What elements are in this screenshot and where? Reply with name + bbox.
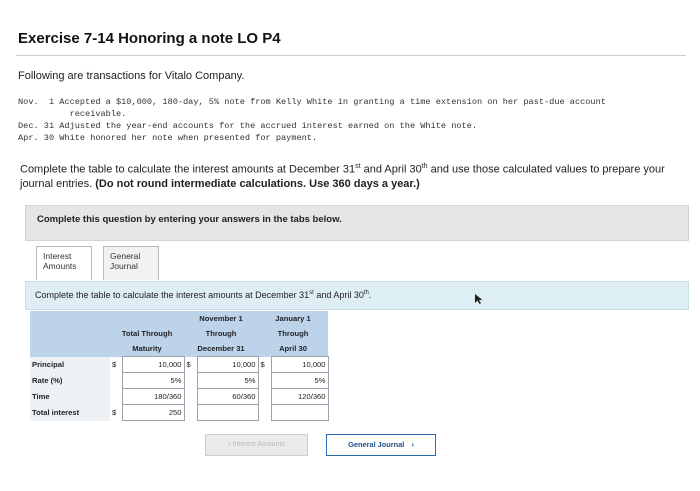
- dollar-sign: [110, 389, 123, 405]
- instructions: Complete the table to calculate the interest amounts at December 31st and April 30th and use those calculated values to prepare your journal entries. (Do not round intermediate calculations. Use 360 days a year.): [20, 163, 665, 190]
- prev-tab-button[interactable]: [205, 434, 308, 456]
- table-corner: [30, 311, 110, 357]
- chevron-left-icon: ‹: [228, 441, 233, 448]
- tab-interest-amounts[interactable]: [36, 246, 92, 280]
- next-tab-label: General Journal: [348, 440, 405, 449]
- col-total-l3: Maturity: [132, 344, 162, 353]
- intro-text: Following are transactions for Vitalo Company.: [18, 70, 245, 82]
- dollar-sign: [184, 373, 197, 389]
- row-label: Time: [30, 389, 110, 405]
- total-interest-total-input[interactable]: 250: [123, 405, 184, 421]
- complete-question-text: Complete this question by entering your answers in the tabs below.: [37, 214, 342, 225]
- col-header-jan-apr: [258, 311, 328, 357]
- prev-tab-label: Interest Amounts: [232, 441, 285, 448]
- time-nov-dec-input[interactable]: 60/360: [197, 389, 258, 405]
- col-total-l2: Total Through: [121, 329, 173, 338]
- dollar-sign: [184, 405, 197, 421]
- transaction-apr30: Apr. 30 White honored her note when presented for payment.: [18, 133, 318, 143]
- time-jan-apr-input[interactable]: 120/360: [271, 389, 328, 405]
- transaction-dec31: Dec. 31 Adjusted the year-end accounts for the accrued interest earned on the White note.: [18, 121, 477, 131]
- col-novdec-l3: December 31: [197, 344, 245, 353]
- next-tab-button[interactable]: [326, 434, 436, 456]
- page-title: Exercise 7-14 Honoring a note LO P4: [18, 30, 281, 47]
- mouse-cursor-icon: [474, 292, 484, 304]
- dollar-sign: [258, 405, 271, 421]
- tab-general-journal[interactable]: [103, 246, 159, 280]
- dollar-sign: $: [110, 357, 123, 373]
- table-row: [30, 373, 328, 389]
- instruction-bar-text: Complete the table to calculate the interest amounts at December 31st and April 30th.: [35, 290, 372, 300]
- total-interest-nov-dec-input[interactable]: [197, 405, 258, 421]
- principal-jan-apr-input[interactable]: 10,000: [271, 357, 328, 373]
- tab-journal-line2: Journal: [110, 261, 138, 271]
- transaction-nov1: Nov. 1 Accepted a $10,000, 180-day, 5% note from Kelly White in granting a time extension on her past-due account: [18, 97, 606, 107]
- title-divider: [16, 55, 686, 56]
- rate-total-input[interactable]: 5%: [123, 373, 184, 389]
- chevron-right-icon: ›: [411, 440, 414, 449]
- table-row: [30, 357, 328, 373]
- dollar-sign: $: [184, 357, 197, 373]
- row-label: Principal: [30, 357, 110, 373]
- tab-interest-line2: Amounts: [43, 261, 77, 271]
- dollar-sign: $: [110, 405, 123, 421]
- col-janapr-l3: April 30: [279, 344, 307, 353]
- total-interest-jan-apr-input[interactable]: [271, 405, 328, 421]
- table-row: [30, 405, 328, 421]
- col-janapr-l1: January 1: [275, 314, 311, 323]
- row-label: Rate (%): [30, 373, 110, 389]
- dollar-sign: [184, 389, 197, 405]
- principal-nov-dec-input[interactable]: 10,000: [197, 357, 258, 373]
- dollar-sign: [258, 373, 271, 389]
- rate-jan-apr-input[interactable]: 5%: [271, 373, 328, 389]
- table-row: [30, 389, 328, 405]
- col-header-nov-dec: [184, 311, 258, 357]
- time-total-input[interactable]: 180/360: [123, 389, 184, 405]
- rate-nov-dec-input[interactable]: 5%: [197, 373, 258, 389]
- tab-journal-line1: General: [110, 251, 141, 261]
- col-janapr-l2: Through: [277, 329, 309, 338]
- principal-total-input[interactable]: 10,000: [123, 357, 184, 373]
- interest-table: [30, 311, 329, 421]
- dollar-sign: [258, 389, 271, 405]
- col-header-total: [110, 311, 184, 357]
- tab-interest-line1: Interest: [43, 251, 72, 261]
- col-novdec-l1: November 1: [199, 314, 243, 323]
- transaction-nov1-cont: receivable.: [18, 109, 127, 119]
- row-label: Total interest: [30, 405, 110, 421]
- dollar-sign: [110, 373, 123, 389]
- dollar-sign: $: [258, 357, 271, 373]
- col-novdec-l2: Through: [205, 329, 237, 338]
